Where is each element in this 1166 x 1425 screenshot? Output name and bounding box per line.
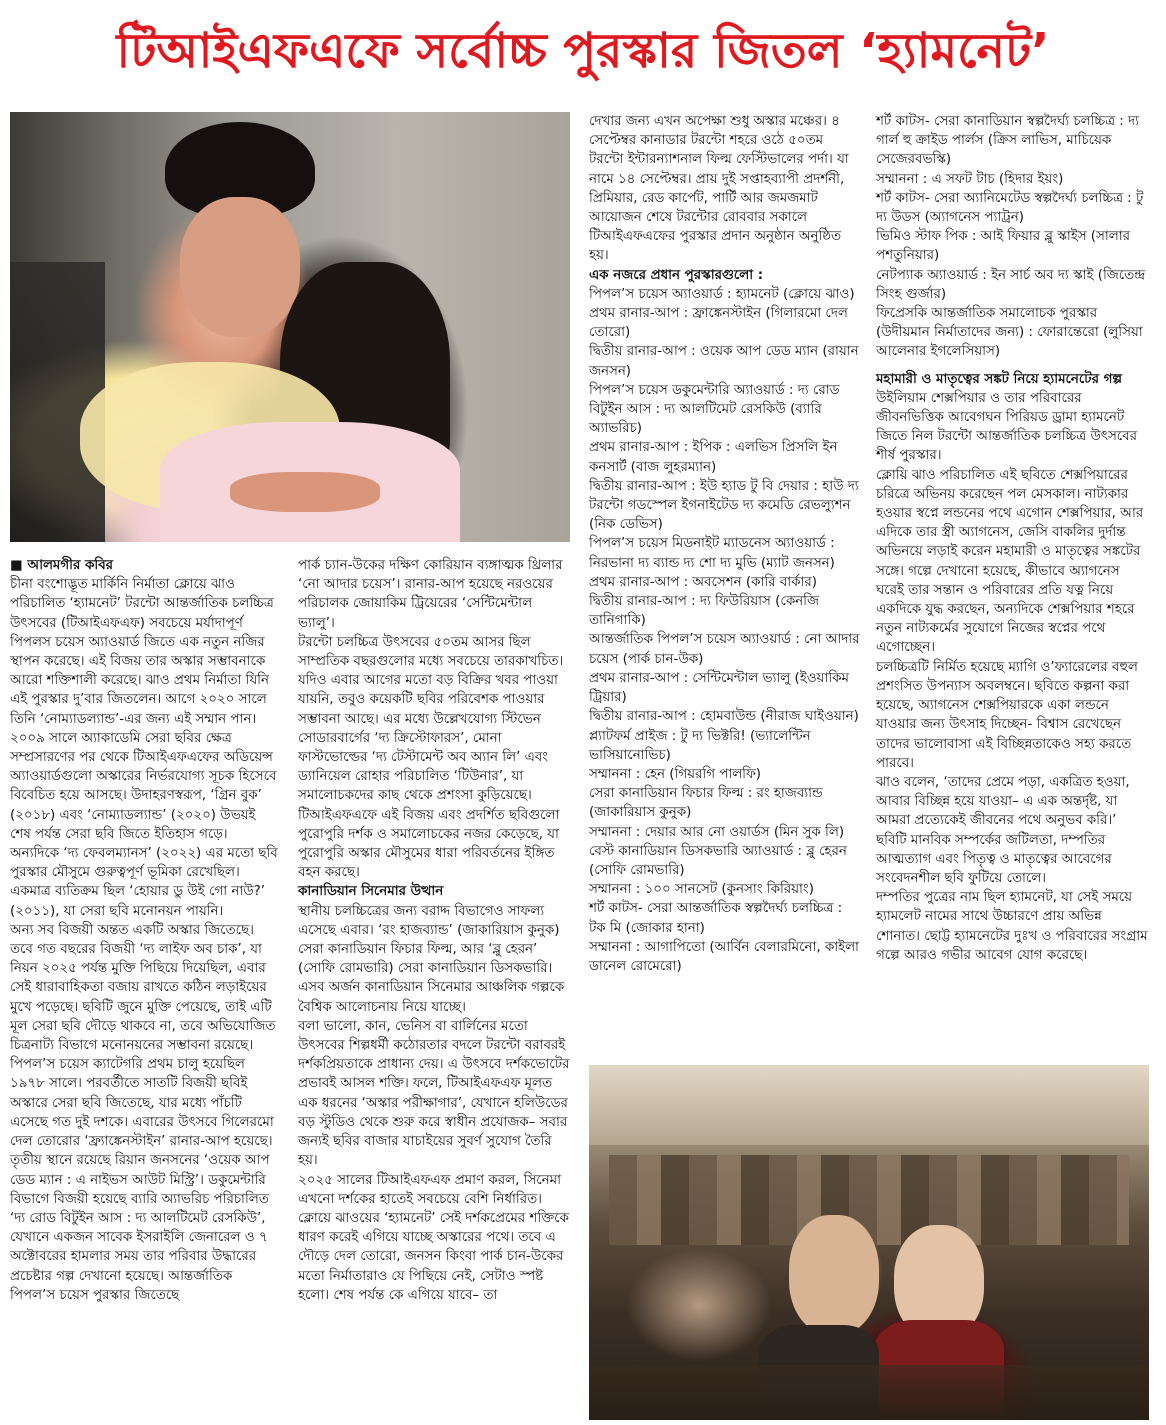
award-item: দ্বিতীয় রানার-আপ : ওয়েক আপ ডেড ম্যান (রায়ান জনসন)	[589, 344, 859, 379]
paragraph: দম্পতির পুত্রের নাম ছিল হ্যামনেট, যা সেই সময়ে হ্যামলেট নামের সাথে উচ্চারণে প্রায় অভিন্ন শোনাত। ছোট্ট হ্যামনেটের দুঃখ ও পরিবারের সংগ্রাম গল্পে আরও গভীর আবেগ যোগ করেছে।	[876, 890, 1148, 963]
section-heading: এক নজরে প্রধান পুরস্কারগুলো :	[589, 267, 764, 283]
byline: ■ আলমগীর কবির	[10, 558, 114, 573]
award-item: সম্মাননা : ১০০ সানসেট (কুনসাং কিরিয়াং)	[589, 882, 814, 898]
paragraph: দেখার জন্য এখন অপেক্ষা শুধু অস্কার মঞ্চের। ৪ সেপ্টেম্বর কানাডার টরন্টো শহরে ওঠে ৫০তম টরন্টো ইন্টারন্যাশনাল ফিল্ম ফেস্টিভালের পর্দা। যা নামে ১৪ সেপ্টেম্বর। প্রায় দুই সপ্তাহব্যাপী প্রদর্শনী, প্রিমিয়ার, রেড কার্পেট, পার্টি আর জমজমাট আয়োজন শেষে টরন্টোর রোববার সকালে টিআইএফএফের পুরস্কার প্রদান অনুষ্ঠান অনুষ্ঠিত হয়।	[589, 114, 849, 264]
award-item: শর্ট কাটস- সেরা কানাডিয়ান স্বল্পদৈর্ঘ্য চলচ্চিত্র : দ্য গার্ল হু ক্রাইড পার্লস (ক্রিস লাভিস, মাচিয়েক সেজেরবভস্কি)	[876, 114, 1139, 168]
award-item: সম্মাননা : এ সফট টাচ (হিদার ইয়ং)	[876, 171, 1064, 187]
paragraph: ২০২৫ সালের টিআইএফএফ প্রমাণ করল, সিনেমা এখনো দর্শকের হাতেই সবচেয়ে বেশি নির্ধারিত। ক্লোয়ে ঝাওয়ের ‘হ্যামনেট’ সেই দর্শকপ্রেমের শক্তিকে ধারণ করেই এগিয়ে যাচ্ছে অস্কারের পথে। তবে এ দৌড়ে দেল তোরো, জনসন কিংবা পার্ক চান-উকের মতো নির্মাতারাও যে পিছিয়ে নেই, সেটাও স্পষ্ট হলো। শেষ পর্যন্ত কে এগিয়ে যাবে– তা	[298, 1172, 569, 1303]
paragraph: চলচ্চিত্রটি নির্মিত হয়েছে ম্যাগি ও’ফ্যারেলের বহুল প্রশংসিত উপন্যাস অবলম্বনে। ছবিতে কল্পনা করা হয়েছে, অ্যাগনেস শেক্সপিয়ারকে একা লন্ডনে যাওয়ার জন্য উৎসাহ দিচ্ছেন- বিশ্বাস রেখেছেন তাদের ভালোবাসা এই বিচ্ছিন্নতাকেও সহ্য করতে পারবে।	[876, 659, 1138, 771]
award-item: সম্মাননা : হেন (গিয়রগি পালফি)	[589, 766, 762, 782]
award-item: শর্ট কাটস- সেরা আন্তর্জাতিক স্বল্পদৈর্ঘ্য চলচ্চিত্র : টক মি (জোকার হানা)	[589, 901, 843, 936]
paragraph: চীনা বংশোদ্ভূত মার্কিনি নির্মাতা ক্লোয়ে ঝাও পরিচালিত ‘হ্যামনেট’ টরন্টো আন্তর্জাতিক চলচ্চিত্র উৎসবের (টিআইএফএফ) সবচেয়ে মর্যাদাপূর্ণ পিপলস চয়েস অ্যাওয়ার্ড জিতে এক নতুন নজির স্থাপন করেছে। এই বিজয় তার অস্কার সম্ভাবনাকে আরো শক্তিশালী করেছে। ঝাও প্রথম নির্মাতা যিনি এই পুরস্কার দু’বার জিতলেন। আগে ২০২০ সালে তিনি ‘নোম্যাডল্যান্ড’-এর জন্য এই সম্মান পান।	[10, 577, 274, 727]
award-item: প্রথম রানার-আপ : সেন্টিমেন্টাল ভ্যালু (ইওয়াকিম ট্রিয়ার)	[589, 670, 849, 706]
award-item: নেটপ্যাক অ্যাওয়ার্ড : ইন সার্চ অব দ্য স্কাই (জিতেন্দ্র সিংহ গুর্জার)	[876, 267, 1146, 302]
award-item: প্ল্যাটফর্ম প্রাইজ : টু দ্য ভিক্টরি! (ভ্যালেন্টিন ভাসিয়ানোভিচ)	[589, 728, 811, 763]
article-column-4	[876, 112, 1148, 965]
award-item: বেস্ট কানাডিয়ান ডিসকভারি অ্যাওয়ার্ড : ব্লু হেরন (সোফি রোমভারি)	[589, 843, 847, 878]
award-item: প্রথম রানার-আপ : অবসেশন (কারি বার্কার)	[589, 574, 817, 590]
award-item: ভিমিও স্টাফ পিক : আই ফিয়ার ব্লু স্কাইস (সালার পশতুনিয়ার)	[876, 229, 1130, 264]
award-item: পিপল’স চয়েস অ্যাওয়ার্ড : হ্যামনেট (ক্লোয়ে ঝাও)	[589, 286, 855, 302]
paragraph: ঝাও বলেন, ‘তাদের প্রেমে পড়া, একত্রিত হওয়া, আবার বিচ্ছিন্ন হয়ে যাওয়া– এ এক অন্তর্দৃষ্ট, যা আমরা প্রত্যেকেই জীবনের পথে অনুভব করি।’ ছবিটি মানবিক সম্পর্কের জটিলতা, দম্পতির আত্মত্যাগ এবং পিতৃত্ব ও মাতৃত্বের আবেগের সংবেদনশীল ছবি ফুটিয়ে তোলে।	[876, 774, 1130, 886]
award-item: পিপল’স চয়েস ডকুমেন্টারি অ্যাওয়ার্ড : দ্য রোড বিটুইন আস : দ্য আলটিমেট রেসকিউ (ব্যারি অ্যাভরিচ)	[589, 382, 840, 437]
article-column-3	[589, 112, 861, 976]
paragraph: বলা ভালো, কান, ভেনিস বা বার্লিনের মতো উৎসবের শিল্পধর্মী কঠোরতার বদলে টরন্টো বরাবরই দর্শকপ্রিয়তাকে প্রাধান্য দেয়। এ উৎসবে দর্শকভোটের প্রভাবই আসল শক্তি। ফলে, টিআইএফএফ মূলত এক ধরনের ‘অস্কার পরীক্ষাগার’, যেখানে হলিউডের বড় স্টুডিও থেকে শুরু করে স্বাধীন প্রযোজক– সবার জন্যই ছবির বাজার যাচাইয়ের সুবর্ণ সুযোগ তৈরি হয়।	[298, 1018, 570, 1169]
paragraph: পার্ক চ্যান-উকের দক্ষিণ কোরিয়ান ব্যঙ্গাত্মক থ্রিলার ‘নো আদার চয়েস’। রানার-আপ হয়েছে নরওয়ের পরিচালক জোয়াকিম ট্রিয়েরের ‘সেন্টিমেন্টাল ভ্যালু’।	[298, 558, 563, 631]
award-item: দ্বিতীয় রানার-আপ : দ্য ফিউরিয়াস (কেনজি তানিগাকি)	[589, 594, 819, 629]
award-item: পিপল’স চয়েস মিডনাইট ম্যাডনেস অ্যাওয়ার্ড : নিরভানা দ্য ব্যান্ড দ্য শো দ্য মুভি (ম্যাট জনসন)	[589, 536, 835, 571]
paragraph: উইলিয়াম শেক্সপিয়ার ও তার পরিবারের জীবনভিত্তিক আবেগঘন পিরিয়ড ড্রামা হ্যামনেট জিতে নিল টরন্টো আন্তর্জাতিক চলচ্চিত্র উৎসবের শীর্ষ পুরস্কার।	[876, 390, 1137, 464]
paragraph: ক্লোয়ি ঝাও পরিচালিত এই ছবিতে শেক্সপিয়ারের চরিত্রে অভিনয় করেছেন পল মেসকাল। নাট্যকার হওয়ার স্বপ্নে লন্ডনের পথে এগোন শেক্সপিয়ার, আর এদিকে তার স্ত্রী অ্যাগনেস, জেসি বাকলির দুর্দান্ত অভিনয়ে লড়াই করেন মহামারী ও মাতৃত্বের সঙ্কটের সঙ্গে। গল্পে দেখানো হয়েছে, কীভাবে অ্যাগনেস ঘরেই তার সন্তান ও পরিবারের প্রতি যত্ন নিয়ে একদিকে যুদ্ধ করছেন, অন্যদিকে শেক্সপিয়ার শহরে নতুন নাট্যকর্মের সুযোগে নিজের স্বপ্নের পথে এগোচ্ছেন।	[876, 467, 1144, 656]
byline-text: আলমগীর কবির	[27, 558, 114, 573]
article-column-2	[298, 556, 570, 1305]
festival-embrace-photo	[10, 112, 570, 542]
spacer	[876, 362, 1148, 370]
paragraph: ২০০৯ সালে অ্যাকাডেমি সেরা ছবির ক্ষেত্র সম্প্রসারণের পর থেকে টিআইএফএফের অডিয়েন্স অ্যাওয়ার্ডগুলো অস্কারের নির্ভরযোগ্য সূচক হিসেবে বিবেচিত হয়ে আসছে। উদাহরণস্বরূপ, ‘গ্রিন বুক’ (২০১৮) এবং ‘নোম্যাডল্যান্ড’ (২০২০) উভয়ই শেষ পর্যন্ত সেরা ছবি জিতে ইতিহাস গড়ে।	[10, 730, 277, 842]
award-item: প্রথম রানার-আপ : ফ্রাঙ্কেনস্টাইন (গিলারমো দেল তোরো)	[589, 306, 848, 341]
film-crowd-scene-photo	[589, 1065, 1149, 1420]
award-item: সেরা কানাডিয়ান ফিচার ফিল্ম : রং হাজব্যান্ড (জাকারিয়াস কুনুক)	[589, 786, 823, 821]
award-item: ফিপ্রেসকি আন্তর্জাতিক সমালোচক পুরস্কার (উদীয়মান নির্মাতাদের জন্য) : ফোরান্তেরো (লুসিয়া আলেনার ইগলেসিয়াস)	[876, 306, 1143, 360]
award-item: শর্ট কাটস- সেরা অ্যানিমেটেড স্বল্পদৈর্ঘ্য চলচ্চিত্র : টু দ্য উডস (অ্যাগনেস প্যাট্রন)	[876, 190, 1144, 226]
section-heading: কানাডিয়ান সিনেমার উত্থান	[298, 884, 444, 900]
award-item: দ্বিতীয় রানার-আপ : হোমবাউন্ড (নীরাজ ঘাইওয়ান)	[589, 709, 859, 725]
article-column-1	[10, 556, 280, 1305]
award-item: দ্বিতীয় রানার-আপ : ইউ হ্যাড টু বি দেয়ার : হাউ দ্য টরন্টো গডস্পেল ইগনাইটেড দ্য কমেডি রেভল্যুশন (নিক ডেভিস)	[589, 478, 859, 533]
award-item: সম্মাননা : আগাপিতো (আর্বিন বেলারমিনো, কাইলা ডানেল রোমেরো)	[589, 939, 859, 974]
award-item: সম্মাননা : দেয়ার আর নো ওয়ার্ডস (মিন সুক লি)	[589, 824, 845, 840]
paragraph: অন্যদিকে ‘দ্য ফেবলম্যানস’ (২০২২) এর মতো ছবি পুরস্কার মৌসুমে গুরুত্বপূর্ণ ভূমিকা রেখেছিল। একমাত্র ব্যতিক্রম ছিল ‘হোয়ার ডু উই গো নাউ?’ (২০১১), যা সেরা ছবি মনোনয়ন পায়নি।	[10, 846, 278, 919]
paragraph: অন্য সব বিজয়ী অন্তত একটি অস্কার জিতেছে। তবে গত বছরের বিজয়ী ‘দ্য লাইফ অব চাক’, যা নিয়ন ২০২৫ পর্যন্ত মুক্তি পিছিয়ে দিয়েছিল, এবার সেই ধারাবাহিকতা বজায় রাখতে কঠিন লড়াইয়ের মুখে পড়েছে। ছবিটি জুনে মুক্তি পেয়েছে, তাই এটি মূল সেরা ছবি দৌড়ে থাকবে না, তবে অভিযোজিত চিত্রনাট্য বিভাগে মনোনয়নের সম্ভাবনা রয়েছে।	[10, 922, 276, 1054]
award-item: আন্তর্জাতিক পিপল’স চয়েস অ্যাওয়ার্ড : নো আদার চয়েস (পার্ক চান-উক)	[589, 632, 860, 667]
paragraph: টরন্টো চলচ্চিত্র উৎসবের ৫০তম আসর ছিল সাম্প্রতিক বছরগুলোর মধ্যে সবচেয়ে তারকাখচিত। যদিও এবার আগের মতো বড় বিক্রির খবর পাওয়া যায়নি, তবুও কয়েকটি ছবির পরিবেশক পাওয়ার সম্ভাবনা আছে। এর মধ্যে উল্লেখযোগ্য স্টিভেন সোডারবার্গের ‘দ্য ক্রিস্টোফারস’, মোনা ফাস্টভোল্ডের ‘দ্য টেস্টামেন্ট অব অ্যান লি’ এবং ড্যানিয়েল রোহার পরিচালিত ‘টিউনার’, যা সমালোচকদের কাছ থেকে প্রশংসা কুড়িয়েছে। টিআইএফএফে এই বিজয় এবং প্রদর্শিত ছবিগুলো পুরোপুরি দর্শক ও সমালোচকের নজর কেড়েছে, যা পুরোপুরি অস্কার মৌসুমের ধারা পরিবর্তনের ইঙ্গিত বহন করছে।	[298, 634, 564, 881]
paragraph: স্থানীয় চলচ্চিত্রের জন্য বরাদ্দ বিভাগেও সাফল্য এসেছে এবার। ‘রং হাজব্যান্ড’ (জাকারিয়াস কুনুক) সেরা কানাডিয়ান ফিচার ফিল্ম, আর ‘ব্লু হেরন’ (সোফি রোমভারি) সেরা কানাডিয়ান ডিসকভারি। এসব অর্জন কানাডিয়ান সিনেমার আঞ্চলিক গল্পকে বৈশ্বিক আলোচনায় নিয়ে যাচ্ছে।	[298, 903, 565, 1015]
paragraph: পিপল’স চয়েস ক্যাটেগরি প্রথম চালু হয়েছিল ১৯৭৮ সালে। পরবর্তীতে সাতটি বিজয়ী ছবিই অস্কারে সেরা ছবি জিতেছে, যার মধ্যে পাঁচটি এসেছে গত দুই দশকে। এবারের উৎসবে গিলেরমো দেল তোরোর ‘ফ্র্যাঙ্কেনস্টাইন’ রানার-আপ হয়েছে। তৃতীয় স্থানে রয়েছে রিয়ান জনসনের ‘ওয়েক আপ ডেড ম্যান : এ নাইভস আউট মিস্ট্রি’। ডকুমেন্টারি বিভাগে বিজয়ী হয়েছে ব্যারি অ্যাভরিচ পরিচালিত ‘দ্য রোড বিটুইন আস : দ্য আলটিমেট রেসকিউ’, যেখানে একজন সাবেক ইসরাইলি জেনারেল ও ৭ অক্টোবরের হামলার সময় তার পরিবার উদ্ধারের প্রচেষ্টার গল্প দেখানো হয়েছে। আন্তর্জাতিক পিপল’স চয়েস পুরস্কার জিতেছে	[10, 1057, 274, 1303]
section-heading: মহামারী ও মাতৃত্বের সঙ্কট নিয়ে হ্যামনেটের গল্প	[876, 371, 1122, 387]
award-item: প্রথম রানার-আপ : ইপিক : এলভিস প্রিসলি ইন কনসার্ট (বাজ লুহরম্যান)	[589, 440, 838, 475]
headline: টিআইএফএফে সর্বোচ্চ পুরস্কার জিতল ‘হ্যামনেট’	[116, 22, 1050, 79]
